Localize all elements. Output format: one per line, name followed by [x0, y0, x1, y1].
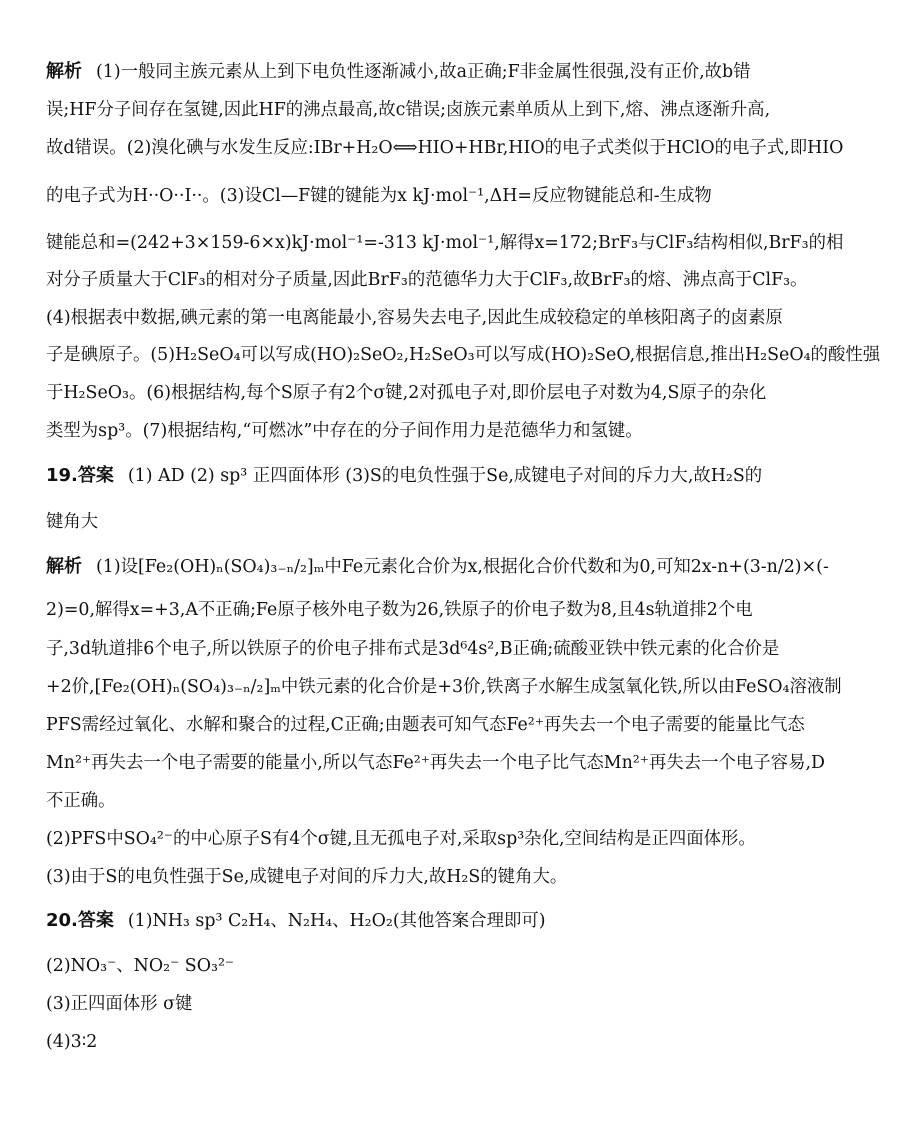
analysis-label: 解析	[46, 61, 82, 82]
s19-answer-line-1: 19.答案 (1) AD (2) sp³ 正四面体形 (3)S的电负性强于Se,成键电子对间的斥力大,故H₂S的	[46, 465, 763, 486]
s19-answer-line-2: 键角大	[46, 512, 99, 532]
s18-line-2: 误;HF分子间存在氢键,因此HF的沸点最高,故c错误;卤族元素单质从上到下,熔、沸点逐渐升高,	[46, 100, 771, 120]
s18-line-3: 故d错误。(2)溴化碘与水发生反应:IBr+H₂O⟺HIO+HBr,HIO的电子式类似于HClO的电子式,即HIO	[46, 138, 844, 158]
answer-label: 答案	[77, 465, 114, 486]
s18-line-8: 子是碘原子。(5)H₂SeO₄可以写成(HO)₂SeO₂,H₂SeO₃可以写成(HO)₂SeO,根据信息,推出H₂SeO₄的酸性强	[46, 345, 881, 365]
s19-analysis-line-4: +2价,[Fe₂(OH)ₙ(SO₄)₃₋ₙ/₂]ₘ中铁元素的化合价是+3价,铁离子水解生成氢氧化铁,所以由FeSO₄溶液制	[46, 677, 842, 697]
s18-line-5: 键能总和=(242+3×159-6×x)kJ·mol⁻¹=-313 kJ·mol⁻¹,解得x=172;BrF₃与ClF₃结构相似,BrF₃的相	[46, 233, 844, 253]
s18-line-4: 的电子式为H··O··I··。(3)设Cl—F键的键能为x kJ·mol⁻¹,ΔH=反应物键能总和-生成物	[46, 186, 712, 206]
s19-analysis-line-9: (3)由于S的电负性强于Se,成键电子对间的斥力大,故H₂S的键角大。	[46, 867, 568, 887]
s20-answer-line-2: (2)NO₃⁻、NO₂⁻ SO₃²⁻	[46, 956, 235, 976]
s19-analysis-line-6: Mn²⁺再失去一个电子需要的能量小,所以气态Fe²⁺再失去一个电子比气态Mn²⁺再失去一个电子容易,D	[46, 753, 825, 773]
s18-line-7: (4)根据表中数据,碘元素的第一电离能最小,容易失去电子,因此生成较稳定的单核阳离子的卤素原	[46, 308, 783, 328]
s20-answer-line-3: (3)正四面体形 σ键	[46, 994, 193, 1014]
s20-answer-line-1: 20.答案 (1)NH₃ sp³ C₂H₄、N₂H₄、H₂O₂(其他答案合理即可)	[46, 910, 546, 931]
s19-analysis-line-2: 2)=0,解得x=+3,A不正确;Fe原子核外电子数为26,铁原子的价电子数为8,且4s轨道排2个电	[46, 600, 753, 620]
question-number: 19.	[46, 465, 78, 486]
s19-analysis-line-5: PFS需经过氧化、水解和聚合的过程,C正确;由题表可知气态Fe²⁺再失去一个电子需要的能量比气态	[46, 715, 805, 735]
s19-analysis-line-3: 子,3d轨道排6个电子,所以铁原子的价电子排布式是3d⁶4s²,B正确;硫酸亚铁中铁元素的化合价是	[46, 639, 780, 659]
s20-answer-line-4: (4)3∶2	[46, 1032, 98, 1052]
question-number: 20.	[46, 910, 78, 931]
s19-analysis-line-8: (2)PFS中SO₄²⁻的中心原子S有4个σ键,且无孤电子对,采取sp³杂化,空间结构是正四面体形。	[46, 829, 756, 849]
s18-line-10: 类型为sp³。(7)根据结构,“可燃冰”中存在的分子间作用力是范德华力和氢键。	[46, 421, 643, 441]
analysis-label: 解析	[46, 556, 82, 577]
s18-line-6: 对分子质量大于ClF₃的相对分子质量,因此BrF₃的范德华力大于ClF₃,故BrF₃的熔、沸点高于ClF₃。	[46, 270, 808, 290]
s18-line-9: 于H₂SeO₃。(6)根据结构,每个S原子有2个σ键,2对孤电子对,即价层电子对数为4,S原子的杂化	[46, 383, 767, 403]
s19-analysis-line-7: 不正确。	[46, 791, 116, 811]
s18-line-1: 解析 (1)一般同主族元素从上到下电负性逐渐减小,故a正确;F非金属性很强,没有正价,故b错	[46, 61, 751, 82]
answer-label: 答案	[77, 910, 114, 931]
s19-analysis-line-1: 解析 (1)设[Fe₂(OH)ₙ(SO₄)₃₋ₙ/₂]ₘ中Fe元素化合价为x,根据化合价代数和为0,可知2x-n+(3-n/2)×(-	[46, 556, 829, 577]
